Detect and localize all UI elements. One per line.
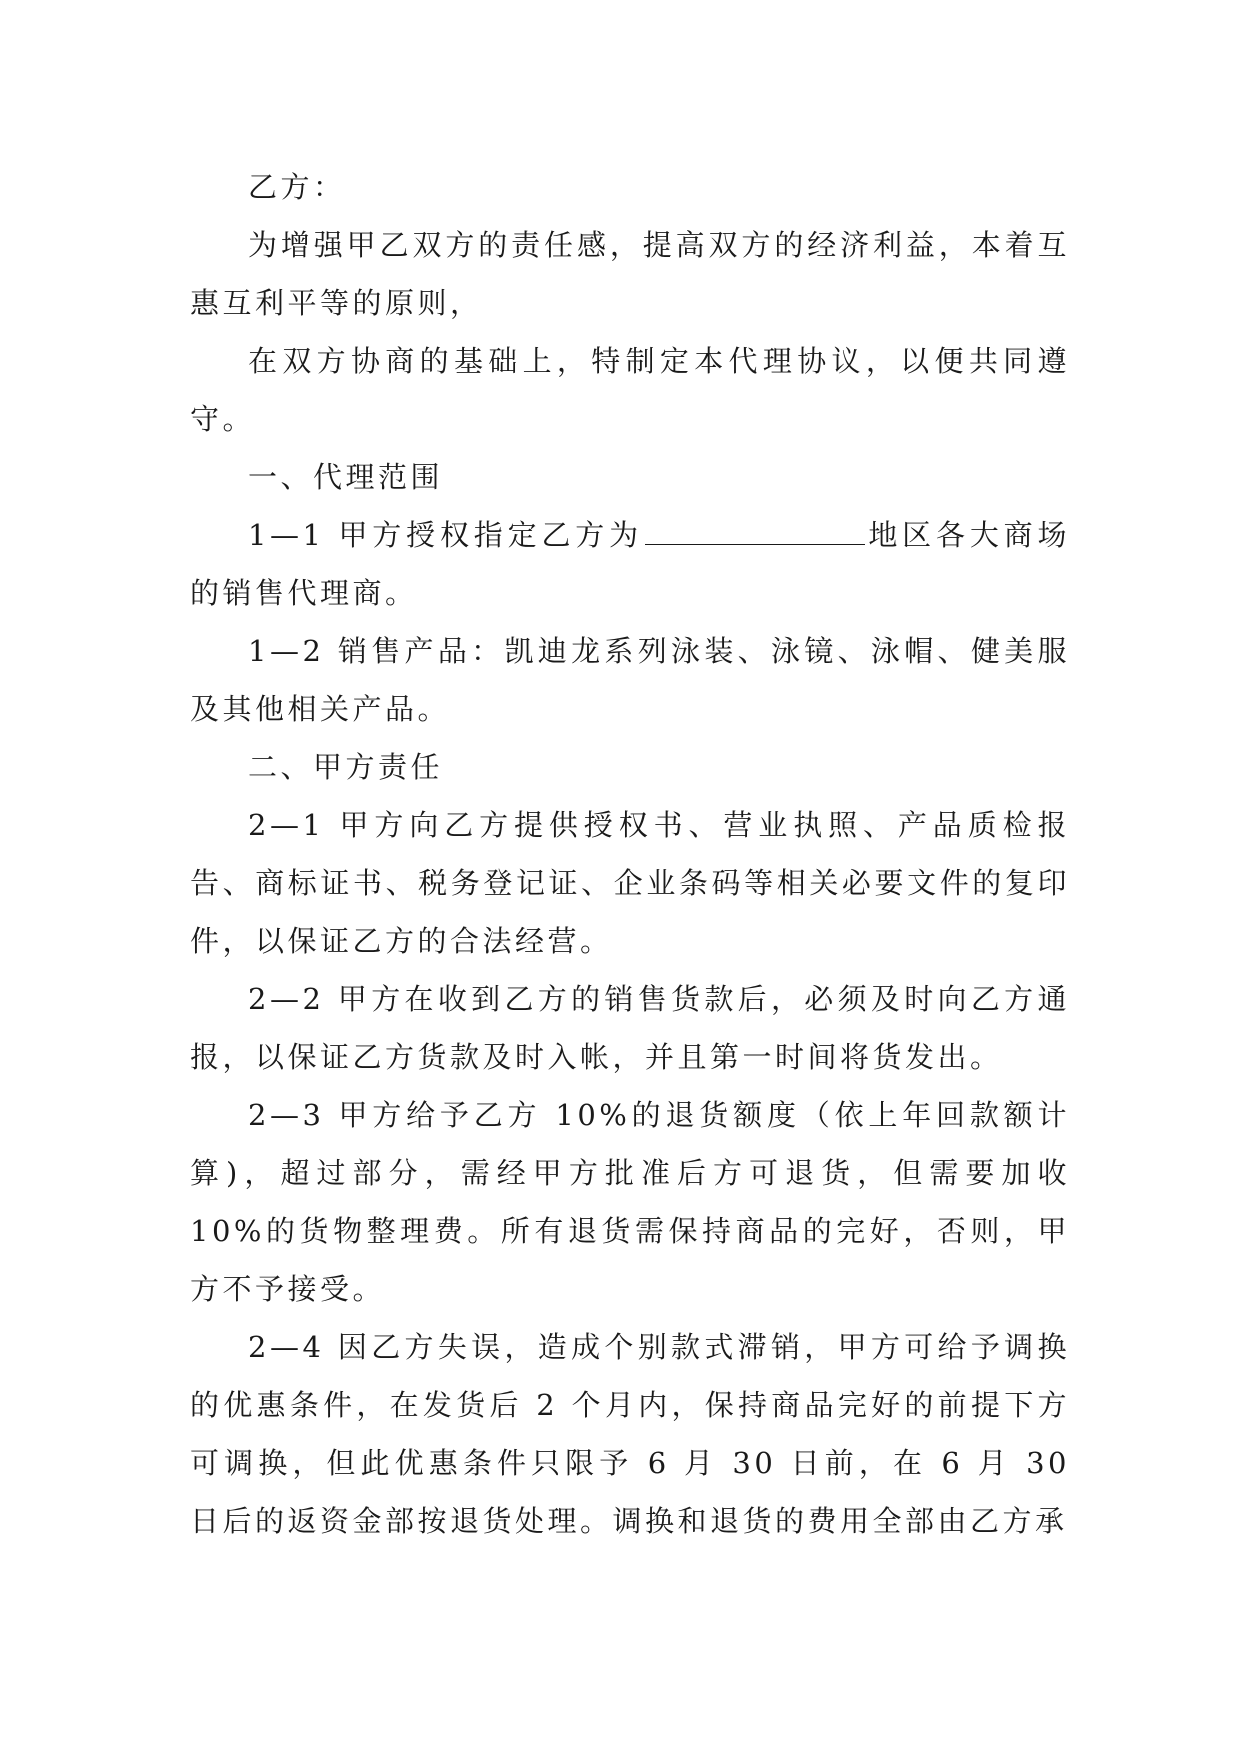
clause-2-1: 2—1 甲方向乙方提供授权书、营业执照、产品质检报告、商标证书、税务登记证、企业条码等相关必要文件的复印件，以保证乙方的合法经营。 <box>190 808 1070 958</box>
intro-paragraph-1: 为增强甲乙双方的责任感，提高双方的经济利益，本着互惠互利平等的原则， <box>190 228 1070 320</box>
region-blank-line <box>645 514 865 545</box>
clause-2-4: 2—4 因乙方失误，造成个别款式滞销，甲方可给予调换的优惠条件，在发货后 2 个月内，保持商品完好的前提下方可调换，但此优惠条件只限予 6 月 30 日前，在 6 月 30 日后的返资金部按退货处理。调换和退货的费用全部由乙方承 <box>190 1330 1070 1538</box>
section-1-heading: 一、代理范围 <box>248 460 444 494</box>
clause-1-1-suffix: 地区各大商场的销售代理商。 <box>190 518 1070 610</box>
document-body <box>190 158 1070 1550</box>
clause-2-3: 2—3 甲方给予乙方 10%的退货额度（依上年回款额计算)，超过部分，需经甲方批准后方可退货，但需要加收 10%的货物整理费。所有退货需保持商品的完好，否则，甲方不予接受。 <box>190 1098 1070 1306</box>
party-b-label: 乙方： <box>248 170 346 204</box>
intro-paragraph-2: 在双方协商的基础上，特制定本代理协议，以便共同遵守。 <box>190 344 1070 436</box>
section-2-heading: 二、甲方责任 <box>248 750 444 784</box>
clause-2-2: 2—2 甲方在收到乙方的销售货款后，必须及时向乙方通报，以保证乙方货款及时入帐，并且第一时间将货发出。 <box>190 982 1070 1074</box>
clause-1-2: 1—2 销售产品：凯迪龙系列泳装、泳镜、泳帽、健美服及其他相关产品。 <box>190 634 1070 726</box>
clause-1-1-prefix: 1—1 甲方授权指定乙方为 <box>248 518 643 552</box>
clause-1-1 <box>190 506 1070 622</box>
